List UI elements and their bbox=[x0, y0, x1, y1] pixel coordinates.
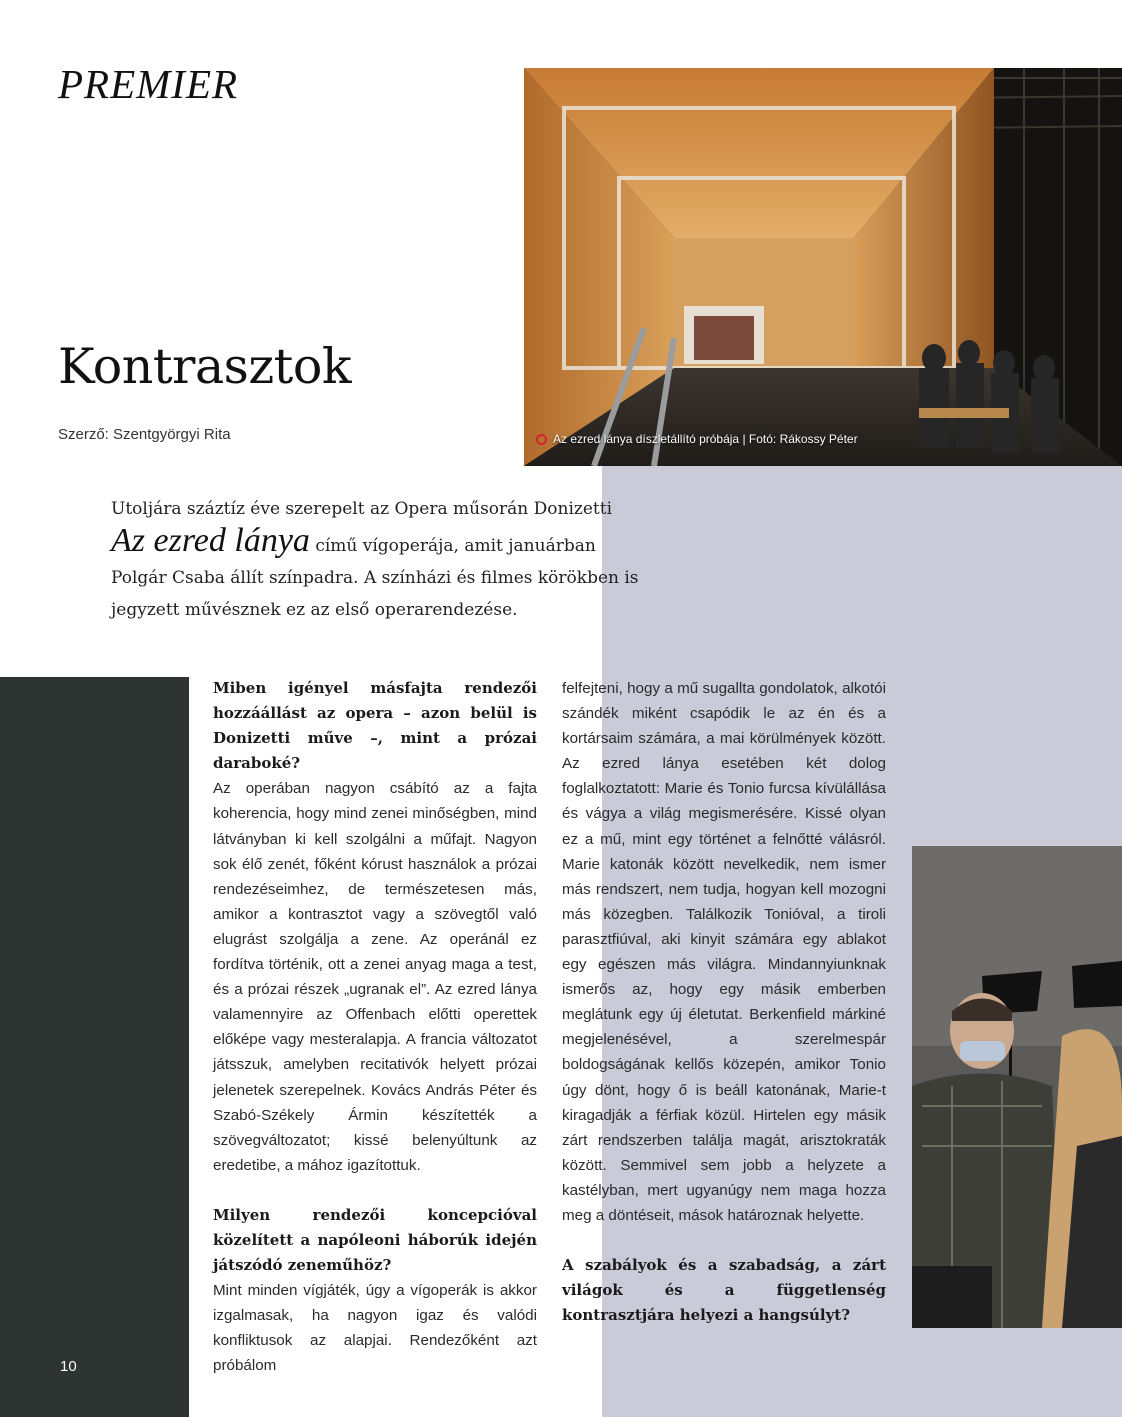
article-column-2 bbox=[562, 676, 886, 1328]
stage-photo-illustration bbox=[524, 68, 1122, 466]
lead-line-3: Polgár Csaba állít színpadra. A színházi és filmes körökben is bbox=[111, 568, 639, 588]
camera-circle-icon bbox=[536, 434, 547, 445]
interview-answer-2-continued: felfejteni, hogy a mű sugallta gondolatok, alkotói szándék miként csapódik le az én és a kortársaim számára, a mai körülmények között. Az ezred lánya esetében két dolog foglalkoztatott: Marie és Tonio furcsa kívülállása és vágya a világ megismerésére. Kissé olyan ez a mű, mint egy történet a felnőtté válásról. Marie katonák között nevelkedik, nem ismer más rendszert, nem tudja, hogyan kell mozogni más közegben. Találkozik Tonióval, a tiroli parasztfiúval, aki kinyit számára egy ablakot egy egészen más világra. Mindannyiunknak ismerős az, hogy egy másik emberben meglátunk egy új életutat. Berkenfield márkiné megjelenésével, a szerelmespár boldogságának kellős közepén, amikor Tonio úgy dönt, hogy ő is beáll katonának, Marie-t kiragadják a férfiak közül. Hirtelen egy másik zárt rendszerben találja magát, arisztokraták között. Semmivel sem jobb a helyzete a kastélyban, mert ugyanúgy nem maga hozza meg a döntéseit, mások határoznak helyette. bbox=[562, 680, 886, 1224]
lead-work-title: Az ezred lánya bbox=[111, 522, 310, 559]
interview-answer-1: Az operában nagyon csábító az a fajta koherencia, hogy mind zenei minőségben, mind látványban ki kell szolgálni a műfajt. Nagyon sok élő zenét, főként kórust használok a prózai rendezéseimhez, de természetesen más, amikor a kontrasztot vagy a szövegtől való elugrást szolgálja a zene. Az operánál ez fordítva történik, ott a zenei anyag maga a test, és a prózai részek „ugranak el”. Az ezred lánya valamennyire az Offenbach előtti operettek előképe vagy mesteralapja. A francia változatot játsszuk, amelyben recitativók helyett prózai jelenetek szerepelnek. Kovács András Péter és Szabó-Székely Ármin készítették a szövegváltozatot; kissé belenyúltunk az eredetibe, a mához igazítottuk. bbox=[213, 780, 537, 1174]
lead-line-2-text: című vígoperája, amit januárban bbox=[309, 536, 596, 556]
lead-line-4: jegyzett művésznek ez az első operarendezése. bbox=[111, 600, 518, 620]
interview-question-3: A szabályok és a szabadság, a zárt világok és a függetlenség kontrasztjára helyezi a hangsúlyt? bbox=[562, 1256, 886, 1325]
page-number: 10 bbox=[60, 1358, 77, 1375]
article-column-1 bbox=[213, 676, 537, 1379]
article-author: Szerző: Szentgyörgyi Rita bbox=[58, 426, 231, 443]
rehearsal-photo-illustration bbox=[912, 846, 1122, 1328]
stage-rehearsal-photo bbox=[524, 68, 1122, 466]
lead-line-1: Utoljára száztíz éve szerepelt az Opera műsorán Donizetti bbox=[111, 499, 613, 519]
rehearsal-photo bbox=[912, 846, 1122, 1328]
lead-line-2 bbox=[111, 522, 711, 562]
interview-answer-2: Mint minden vígjáték, úgy a vígoperák is akkor izgalmasak, ha nagyon igaz és valódi konfliktusok az alapjai. Rendezőként azt próbálom bbox=[213, 1282, 537, 1375]
article-lead bbox=[111, 493, 711, 626]
photo-caption-text: Az ezred lánya díszletállító próbája | Fotó: Rákossy Péter bbox=[553, 432, 858, 446]
background-panel-dark bbox=[0, 677, 189, 1417]
photo-caption bbox=[536, 432, 858, 446]
interview-question-2: Milyen rendezői koncepcióval közelített a napóleoni háborúk idején játszódó zeneműhöz? bbox=[213, 1205, 537, 1275]
interview-question-1: Miben igényel másfajta rendezői hozzáállást az opera – azon belül is Donizetti műve –, mint a prózai daraboké? bbox=[213, 679, 537, 773]
section-label: PREMIER bbox=[58, 61, 239, 107]
article-title: Kontrasztok bbox=[58, 338, 352, 395]
